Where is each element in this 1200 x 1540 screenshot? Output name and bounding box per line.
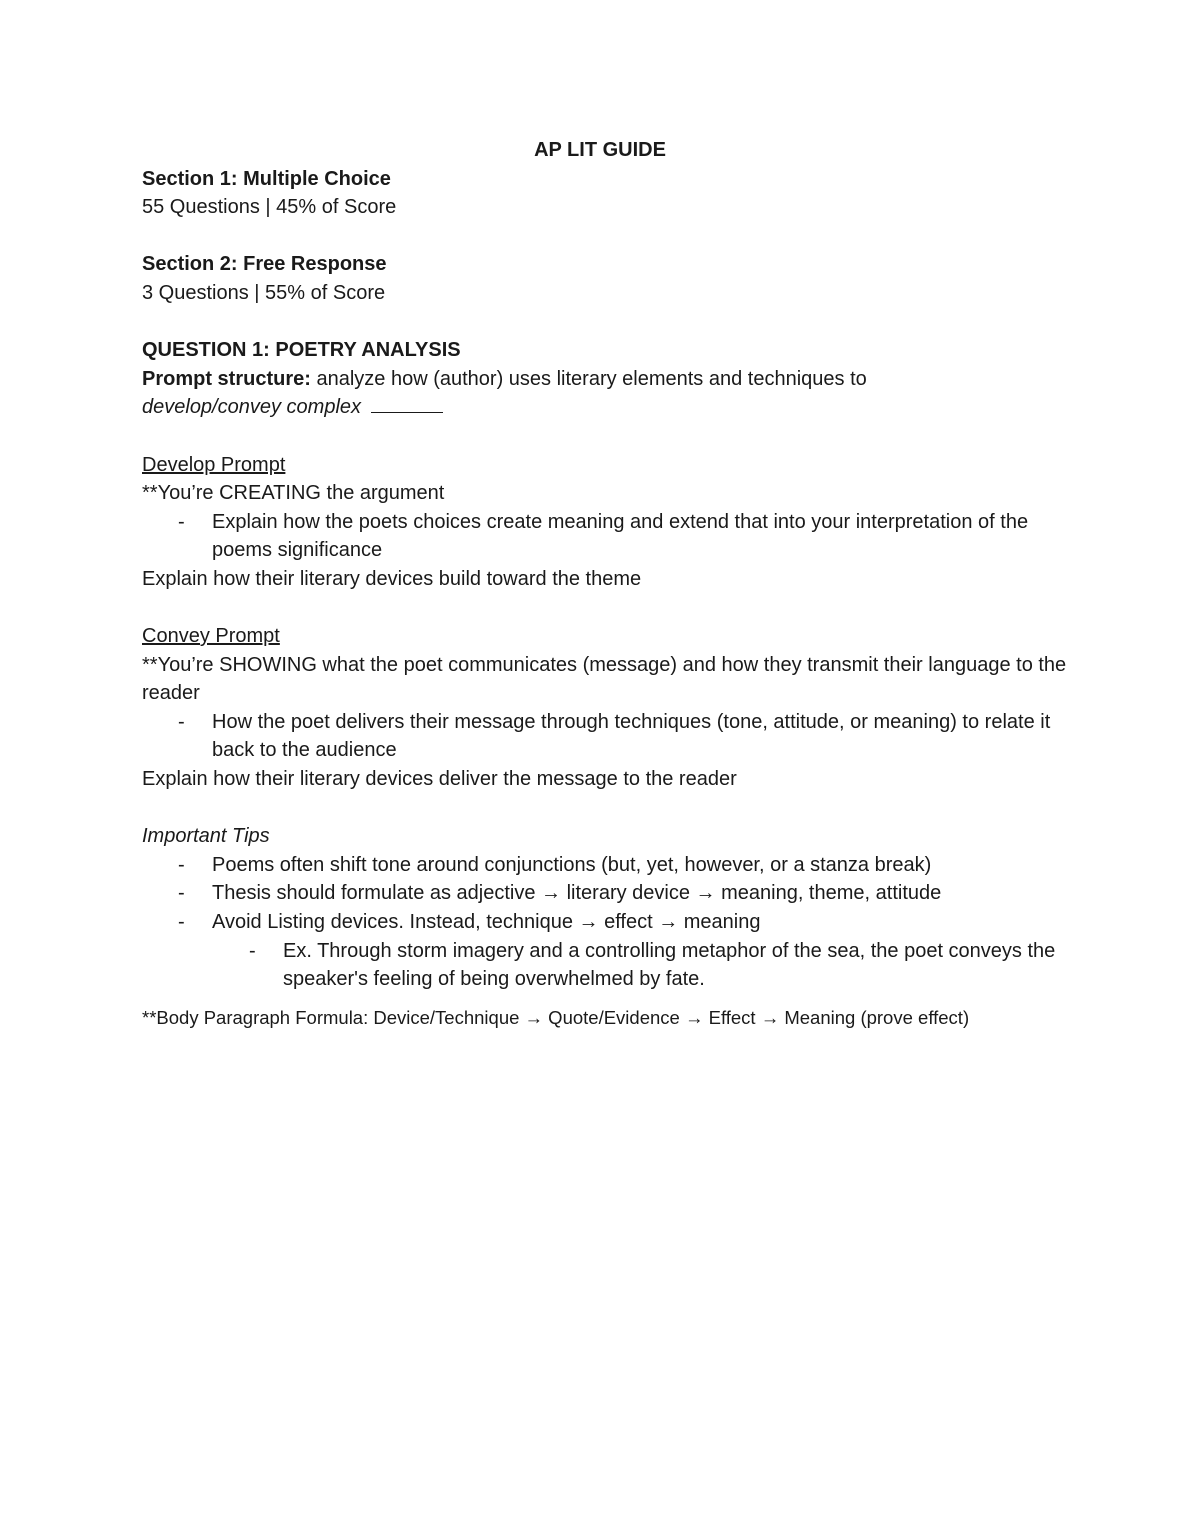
section1-detail: 55 Questions | 45% of Score: [142, 196, 397, 219]
guide-content: [142, 136, 1072, 1032]
prompt-italic: develop/convey complex: [142, 396, 362, 419]
page-title: AP LIT GUIDE: [534, 139, 666, 161]
develop-note: **You’re CREATING the argument: [142, 482, 445, 505]
convey-list: [142, 708, 1072, 765]
convey-note: **You’re SHOWING what the poet communicates (message) and how they transmit their language to the reader: [142, 653, 1067, 705]
list-item: - Poems often shift tone around conjunctions (but, yet, however, or a stanza break): [142, 851, 1072, 880]
list-item: - Explain how the poets choices create meaning and extend that into your interpretation of the poems significance: [142, 508, 1072, 565]
sub-list-item: - Ex. Through storm imagery and a controlling metaphor of the sea, the poet conveys the speaker's feeling of being overwhelmed by fate.: [212, 937, 1072, 994]
develop-list: [142, 508, 1072, 565]
prompt-text: analyze how (author) uses literary elements and techniques to: [310, 367, 867, 390]
section1-heading: Section 1: Multiple Choice: [142, 167, 391, 190]
prompt-structure: [142, 365, 1072, 394]
body-paragraph-formula: **Body Paragraph Formula: Device/Technique → Quote/Evidence → Effect → Meaning (prove effect): [142, 1006, 970, 1028]
question1-heading: QUESTION 1: POETRY ANALYSIS: [142, 339, 461, 362]
spacer: [142, 308, 1072, 337]
develop-summary: Explain how their literary devices build toward the theme: [142, 567, 642, 590]
develop-heading: Develop Prompt: [142, 453, 286, 476]
spacer: [142, 222, 1072, 251]
tips-list: [142, 851, 1072, 994]
tips-sublist: [212, 937, 1072, 994]
spacer: [142, 594, 1072, 623]
convey-summary: Explain how their literary devices deliver the message to the reader: [142, 768, 737, 791]
spacer: [142, 794, 1072, 823]
section2-heading: Section 2: Free Response: [142, 253, 387, 276]
prompt-continued: [142, 393, 1072, 422]
list-item: - How the poet delivers their message through techniques (tone, attitude, or meaning) to relate it back to the audience: [142, 708, 1072, 765]
spacer: [142, 422, 1072, 451]
prompt-blank: [371, 398, 443, 413]
tips-heading: Important Tips: [142, 825, 270, 848]
list-item-text: Avoid Listing devices. Instead, technique → effect → meaning: [212, 911, 761, 934]
convey-heading: Convey Prompt: [142, 625, 280, 648]
prompt-label: Prompt structure:: [142, 367, 311, 390]
list-item: [142, 908, 1072, 994]
section2-detail: 3 Questions | 55% of Score: [142, 281, 386, 304]
list-item: - Thesis should formulate as adjective → literary device → meaning, theme, attitude: [142, 879, 1072, 908]
